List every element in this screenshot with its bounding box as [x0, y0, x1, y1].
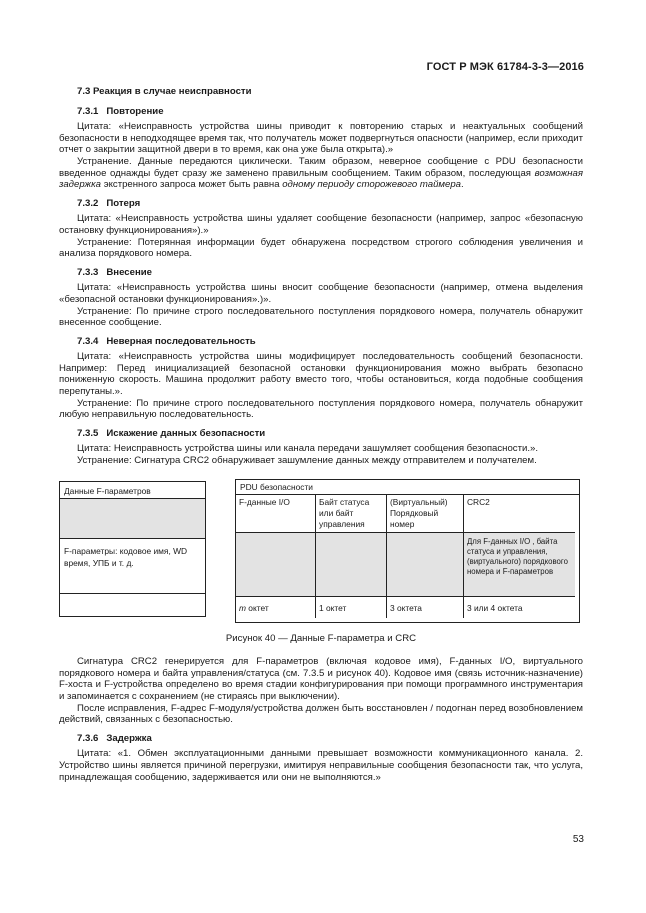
section-title: Повторение: [106, 105, 164, 117]
length-f-data: [236, 597, 316, 618]
paragraph-remedy: Устранение: По причине строго последовательного поступления порядкового номера, получатель обнаружит любую неправильную последовательность.: [59, 397, 583, 421]
text-run: Устранение. Данные передаются циклически. Таким образом, неверное сообщение с PDU безопасности введенное однажды будет сразу же заменено правильным сообщением. Таким образом, последующая: [59, 155, 583, 179]
shaded-cell: [236, 533, 316, 597]
paragraph-quote: Цитата: «Неисправность устройства шины удаляет сообщение безопасности (например, запрос «безопасную остановку функционирования»).»: [59, 213, 583, 236]
safety-pdu-title: PDU безопасности: [236, 480, 579, 495]
length-status-byte: 1 октет: [316, 597, 387, 618]
section-7-3-3-title: [59, 267, 583, 279]
length-sequence-number: 3 октета: [387, 597, 464, 618]
column-header-status-byte: Байт статуса или байт управления: [316, 495, 387, 533]
standard-header: ГОСТ Р МЭК 61784-3-3—2016: [426, 61, 584, 73]
shaded-cell: [387, 533, 464, 597]
figure-40: [59, 479, 583, 629]
shaded-cell: [316, 533, 387, 597]
section-number: 7.3.4: [77, 335, 99, 347]
section-number: 7.3.5: [77, 427, 99, 439]
paragraph-quote: Цитата: «Неисправность устройства шины модифицирует последовательность сообщений безопасности. Например: Перед инициализацией безопасной остановки функционирования можно выбрать безопасно пониженную скорость. Машина продолжит работу вместо того, чтобы остановиться, когда подобные сообщения перепутаны.».: [59, 351, 583, 398]
section-title: Искажение данных безопасности: [106, 427, 266, 439]
section-7-3-6-title: [59, 733, 583, 745]
page-number: 53: [572, 834, 584, 845]
length-unit: октет: [245, 602, 269, 613]
section-title: Внесение: [106, 266, 152, 278]
variable-m: m: [239, 602, 246, 613]
empty-cell: [60, 594, 205, 616]
section-7-3-2-title: [59, 198, 583, 210]
italic-text: одному периоду сторожевого таймера: [282, 179, 461, 191]
section-number: 7.3.6: [77, 732, 99, 744]
section-title: Неверная последовательность: [106, 335, 256, 347]
safety-pdu-box: [235, 479, 580, 623]
paragraph-correction: После исправления, F-адрес F-модуля/устройства должен быть восстановлен / подогнан перед возобновлением действий, связанных с безопасностью.: [59, 702, 583, 726]
paragraph-remedy: [59, 156, 583, 191]
paragraph-crc2: Сигнатура CRC2 генерируется для F-параметров (включая кодовое имя), F-данных I/O, виртуального порядкового номера и байта управления/статуса (см. 7.3.5 и рисунок 40). Кодовое имя (связь источник-назначение) F-хоста и F-устройства определено во время стадии конфигурирования при помощи программного инструментария и запоминается с сохранением (не стираясь при выключении).: [59, 656, 583, 702]
column-header-sequence-number: (Виртуальный) Порядковый номер: [387, 495, 464, 533]
section-7-3-4-title: [59, 336, 583, 348]
section-7-3-1-title: [59, 106, 583, 118]
paragraph-quote: Цитата: «Неисправность устройства шины приводит к повторению старых и неактуальных сообщений безопасности в неподходящее время так, что получатель может подвергнуться опасности (например, если приходит отчет о закрытии защитной двери в то время, как она уже была открыта).»: [59, 121, 583, 156]
figure-caption: Рисунок 40 — Данные F-параметра и CRC: [225, 632, 417, 644]
text-run: .: [461, 179, 464, 191]
text-run: экстренного запроса может быть равна: [101, 179, 283, 191]
column-header-f-data: F-данные I/O: [236, 495, 316, 533]
document-body: [59, 86, 583, 783]
section-7-3-title: 7.3 Реакция в случае неисправности: [77, 86, 252, 97]
column-header-crc2: CRC2: [464, 495, 575, 533]
paragraph-quote: Цитата: «Неисправность устройства шины вносит сообщение безопасности (например, отмена выделения «безопасной остановки функционирования».)».: [59, 282, 583, 305]
crc2-description: Для F-данных I/O , байта статуса и управления, (виртуального) порядкового номера и F-параметров: [464, 533, 575, 597]
paragraph-quote: Цитата: «1. Обмен эксплуатационными данными превышает возможности коммуникационного канала. 2. Устройство шины является причиной перегрузки, имитируя неправильные сообщения безопасности так, что услуга, принадлежащая сообщению, задерживается или они не выполняются.»: [59, 748, 583, 783]
section-title: Потеря: [106, 197, 141, 209]
section-number: 7.3.1: [77, 105, 99, 117]
section-number: 7.3.3: [77, 266, 99, 278]
section-title: Задержка: [106, 732, 152, 744]
length-crc2: 3 или 4 октета: [467, 602, 523, 613]
section-number: 7.3.2: [77, 197, 99, 209]
italic-text: возможная задержка: [59, 167, 583, 191]
paragraph-quote: Цитата: Неисправность устройства шины или канала передачи зашумляет сообщения безопасности.».: [77, 443, 539, 455]
paragraph-remedy: Устранение: По причине строго последовательного поступления порядкового номера, получатель обнаружит внесенное сообщение.: [59, 305, 583, 329]
safety-pdu-grid: [236, 495, 579, 618]
paragraph-remedy: Устранение: Сигнатура CRC2 обнаруживает зашумление данных между отправителем и получателем.: [77, 455, 537, 467]
f-parameters-title: Данные F-параметров: [60, 482, 205, 499]
f-parameters-description: F-параметры: кодовое имя, WD время, УПБ и т. д.: [60, 539, 205, 594]
shaded-cell: [60, 499, 205, 539]
section-7-3-5-title: [59, 428, 583, 440]
paragraph-remedy: Устранение: Потерянная информации будет обнаружена посредством строгого соблюдения увеличения и анализа порядкового номера.: [59, 236, 583, 260]
f-parameters-box: [59, 481, 206, 617]
